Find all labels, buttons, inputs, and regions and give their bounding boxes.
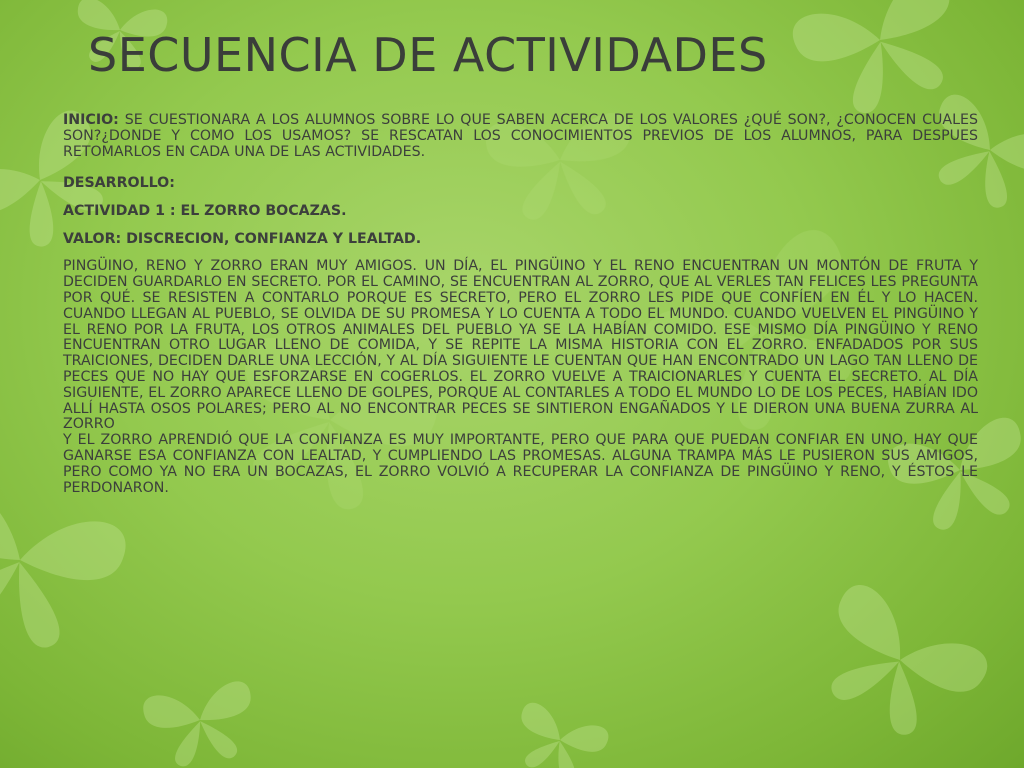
slide-title: SECUENCIA DE ACTIVIDADES: [88, 28, 768, 82]
actividad-heading: ACTIVIDAD 1 : EL ZORRO BOCAZAS.: [63, 202, 347, 219]
story-paragraph: PINGÜINO, RENO Y ZORRO ERAN MUY AMIGOS. UN DÍA, EL PINGÜINO Y EL RENO ENCUENTRAN UN MONTÓN DE FRUTA Y DECIDEN GUARDARLO EN SECRETO. POR EL CAMINO, SE ENCUENTRAN AL ZORRO, QUE AL VERLES TAN FELICES LES PREGUNTA POR QUÉ. SE RESISTEN A CONTARLO PORQUE ES SECRETO, PERO EL ZORRO LES PIDE QUE CONFÍEN EN ÉL Y LO HACEN. CUANDO LLEGAN AL PUEBLO, SE OLVIDA DE SU PROMESA Y LO CUENTA A TODO EL MUNDO. CUANDO VUELVEN EL PINGÜINO Y EL RENO POR LA FRUTA, LOS OTROS ANIMALES DEL PUEBLO YA SE LA HABÍAN COMIDO. ESE MISMO DÍA PINGÜINO Y RENO ENCUENTRAN OTRO LUGAR LLENO DE COMIDA, Y SE REPITE LA MISMA HISTORIA CON EL ZORRO. ENFADADOS POR SUS TRAICIONES, DECIDEN DARLE UNA LECCIÓN, Y AL DÍA SIGUIENTE LE CUENTAN QUE HAN ENCONTRADO UN LAGO TAN LLENO DE PECES QUE NO HAY QUE ESFORZARSE EN COGERLOS. EL ZORRO VUELVE A TRAICIONARLES Y CUENTA EL SECRETO. AL DÍA SIGUIENTE, EL ZORRO APARECE LLENO DE GOLPES, PORQUE AL CONTARLES A TODO EL MUNDO LO DE LOS PECES, HABÍAN IDO ALLÍ HASTA OSOS POLARES; PERO AL NO ENCONTRAR PECES SE SINTIERON ENGAÑADOS Y LE DIERON UNA BUENA ZURRA AL ZORRO: [63, 258, 978, 433]
slide-body: [63, 113, 978, 496]
inicio-label: INICIO:: [63, 112, 119, 128]
inicio-paragraph: [63, 113, 978, 160]
valor-heading: VALOR: DISCRECION, CONFIANZA Y LEALTAD.: [63, 230, 422, 247]
desarrollo-heading: DESARROLLO:: [63, 174, 175, 191]
inicio-text: SE CUESTIONARA A LOS ALUMNOS SOBRE LO QUE SABEN ACERCA DE LOS VALORES ¿QUÉ SON?, ¿CONOCEN CUALES SON?¿DONDE Y COMO LOS USAMOS? SE RESCATAN LOS CONOCIMIENTOS PREVIOS DE LOS ALUMNOS, PARA DESPUES RETOMARLOS EN CADA UNA DE LAS ACTIVIDADES.: [63, 112, 978, 160]
story-ending: Y EL ZORRO APRENDIÓ QUE LA CONFIANZA ES MUY IMPORTANTE, PERO QUE PARA QUE PUEDAN CONFIAR EN UNO, HAY QUE GANARSE ESA CONFIANZA CON LEALTAD, Y CUMPLIENDO LAS PROMESAS. ALGUNA TRAMPA MÁS LE PUSIERON SUS AMIGOS, PERO COMO YA NO ERA UN BOCAZAS, EL ZORRO VOLVIÓ A RECUPERAR LA CONFIANZA DE PINGÜINO Y RENO, Y ÉSTOS LE PERDONARON.: [63, 432, 978, 496]
story-text: [63, 259, 978, 496]
